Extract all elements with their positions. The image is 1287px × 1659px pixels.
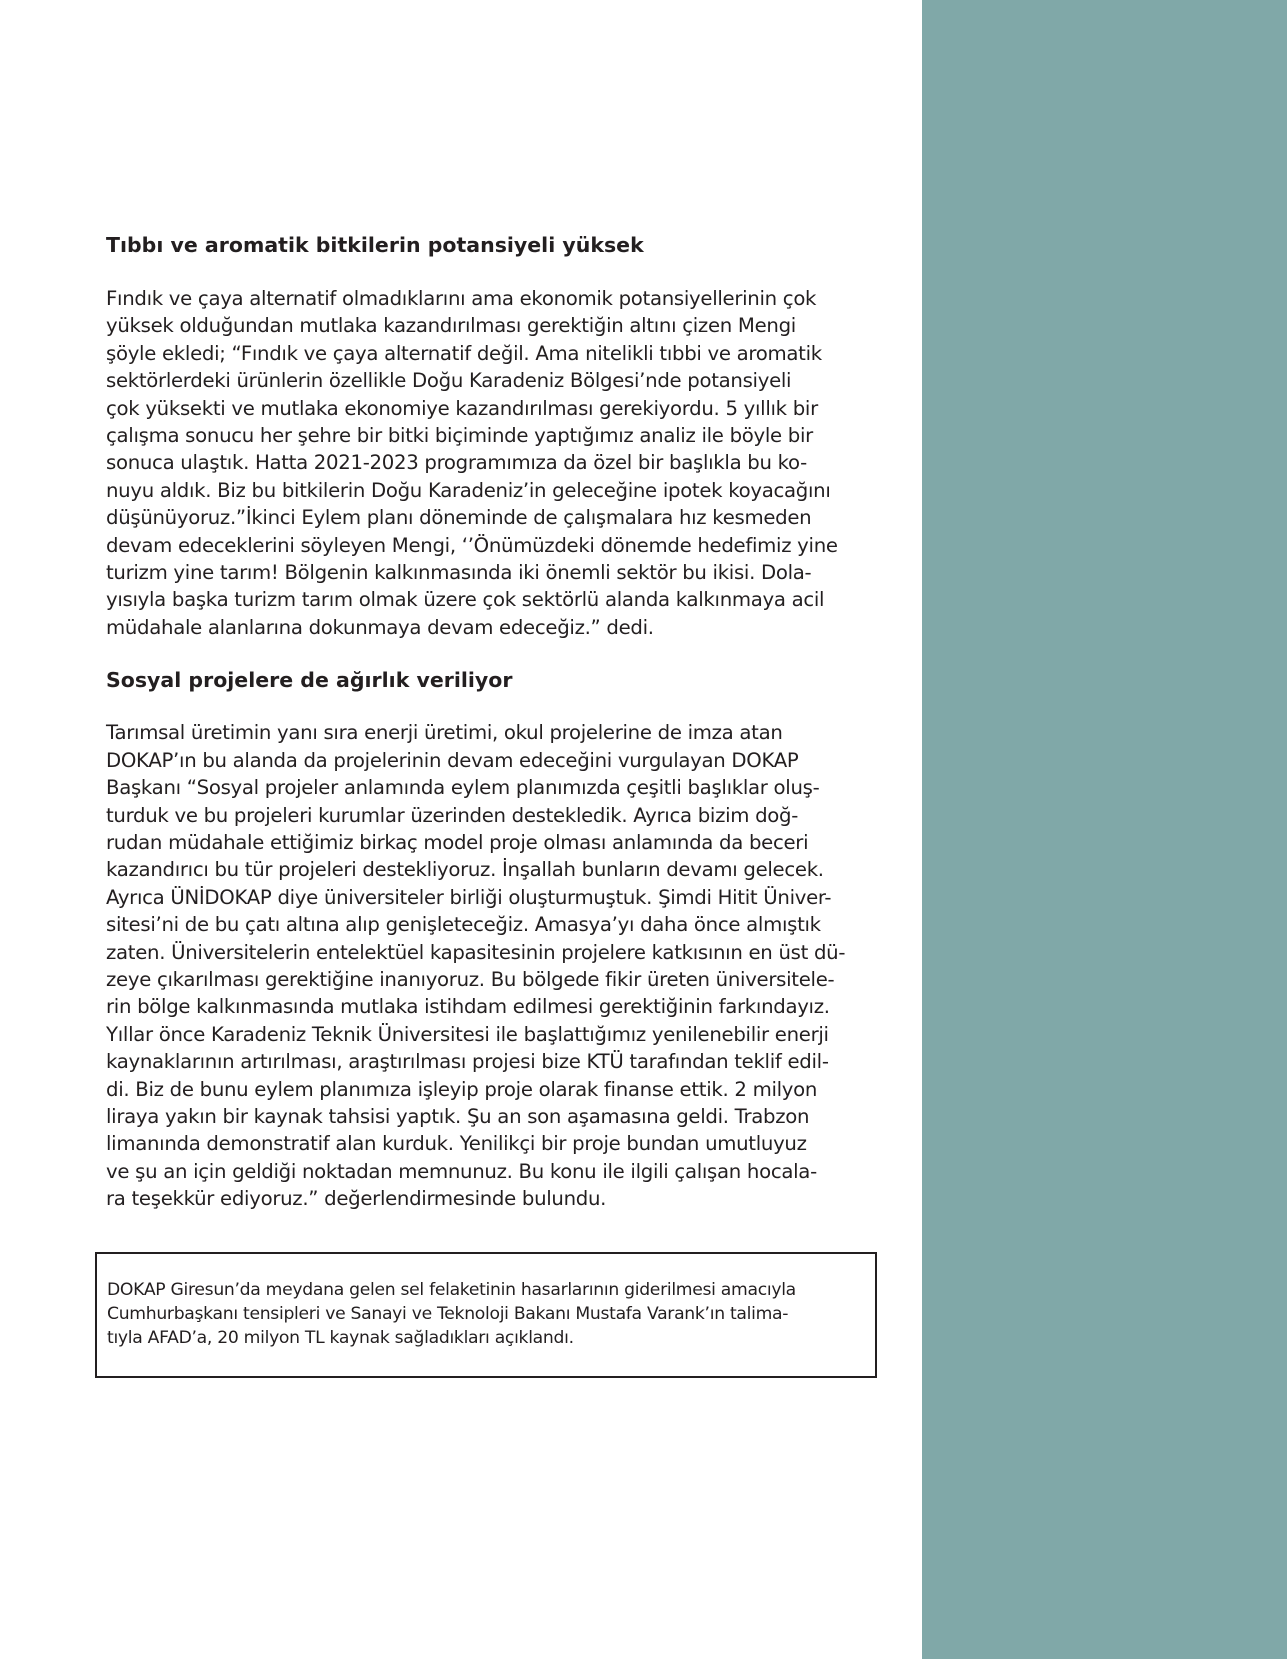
- callout-line: tıyla AFAD’a, 20 milyon TL kaynak sağladıkları açıklandı.: [107, 1328, 574, 1348]
- section-heading-social-projects: Sosyal projelere de ağırlık veriliyor: [106, 668, 513, 693]
- paragraph-social-projects: [106, 719, 876, 1212]
- text-line: şöyle ekledi; “Fındık ve çaya alternatif değil. Ama nitelikli tıbbi ve aromatik: [106, 341, 822, 365]
- callout-line: DOKAP Giresun’da meydana gelen sel felaketinin hasarlarının giderilmesi amacıyla: [107, 1280, 796, 1300]
- text-line: turduk ve bu projeleri kurumlar üzerinden destekledik. Ayrıca bizim doğ-: [106, 803, 799, 827]
- text-line: müdahale alanlarına dokunmaya devam edeceğiz.” dedi.: [106, 615, 654, 639]
- text-line: zaten. Üniversitelerin entelektüel kapasitesinin projelere katkısının en üst dü-: [106, 940, 846, 964]
- text-line: Yıllar önce Karadeniz Teknik Üniversitesi ile başlattığımız yenilenebilir enerji: [106, 1022, 829, 1046]
- callout-box: [95, 1252, 877, 1378]
- text-line: Tarımsal üretimin yanı sıra enerji üretimi, okul projelerine de imza atan: [106, 721, 783, 745]
- text-line: rin bölge kalkınmasında mutlaka istihdam edilmesi gerektiğinin farkındayız.: [106, 995, 830, 1019]
- text-line: ve şu an için geldiği noktadan memnunuz. Bu konu ile ilgili çalışan hocala-: [106, 1159, 817, 1183]
- text-line: çalışma sonucu her şehre bir bitki biçiminde yaptığımız analiz ile böyle bir: [106, 424, 813, 448]
- text-line: rudan müdahale ettiğimiz birkaç model proje olması anlamında da beceri: [106, 830, 809, 854]
- text-line: yüksek olduğundan mutlaka kazandırılması gerektiğin altını çizen Mengi: [106, 314, 796, 338]
- text-line: sonuca ulaştık. Hatta 2021-2023 programımıza da özel bir başlıkla bu ko-: [106, 451, 807, 475]
- text-line: DOKAP’ın bu alanda da projelerinin devam edeceğini vurgulayan DOKAP: [106, 748, 799, 772]
- text-line: ra teşekkür ediyoruz.” değerlendirmesinde bulundu.: [106, 1187, 607, 1211]
- side-color-band: [922, 0, 1287, 1659]
- text-line: sektörlerdeki ürünlerin özellikle Doğu Karadeniz Bölgesi’nde potansiyeli: [106, 369, 792, 393]
- text-line: zeye çıkarılması gerektiğine inanıyoruz. Bu bölgede fikir üreten üniversitele-: [106, 967, 835, 991]
- text-line: Başkanı “Sosyal projeler anlamında eylem planımızda çeşitli başlıklar oluş-: [106, 776, 820, 800]
- section-heading-medicinal-plants: Tıbbı ve aromatik bitkilerin potansiyeli yüksek: [106, 233, 644, 257]
- text-line: Fındık ve çaya alternatif olmadıklarını ama ekonomik potansiyellerinin çok: [106, 287, 817, 310]
- text-line: kaynaklarının artırılması, araştırılması projesi bize KTÜ tarafından teklif edil-: [106, 1050, 829, 1074]
- text-line: sitesi’ni de bu çatı altına alıp genişleteceğiz. Amasya’yı daha önce almıştık: [106, 913, 821, 937]
- text-line: çok yüksekti ve mutlaka ekonomiye kazandırılması gerekiyordu. 5 yıllık bir: [106, 396, 818, 420]
- callout-line: Cumhurbaşkanı tensipleri ve Sanayi ve Teknoloji Bakanı Mustafa Varank’ın talima-: [107, 1304, 789, 1324]
- article-body: [106, 230, 876, 1213]
- text-line: di. Biz de bunu eylem planımıza işleyip proje olarak finanse ettik. 2 milyon: [106, 1077, 818, 1101]
- text-line: yısıyla başka turizm tarım olmak üzere çok sektörlü alanda kalkınmaya acil: [106, 588, 825, 612]
- text-line: liraya yakın bir kaynak tahsisi yaptık. Şu an son aşamasına geldi. Trabzon: [106, 1104, 810, 1128]
- text-line: Ayrıca ÜNİDOKAP diye üniversiteler birliği oluşturmuştuk. Şimdi Hitit Üniver-: [106, 885, 832, 909]
- paragraph-medicinal-plants: [106, 285, 876, 641]
- text-line: devam edeceklerini söyleyen Mengi, ‘’Önümüzdeki dönemde hedefimiz yine: [106, 533, 838, 557]
- callout-text: [107, 1278, 796, 1350]
- text-line: turizm yine tarım! Bölgenin kalkınmasında iki önemli sektör bu ikisi. Dola-: [106, 561, 812, 585]
- text-line: limanında demonstratif alan kurduk. Yenilikçi bir proje bundan umutluyuz: [106, 1132, 807, 1156]
- text-line: nuyu aldık. Biz bu bitkilerin Doğu Karadeniz’in geleceğine ipotek koyacağını: [106, 478, 831, 502]
- text-line: düşünüyoruz.”İkinci Eylem planı döneminde de çalışmalara hız kesmeden: [106, 506, 812, 530]
- text-line: kazandırıcı bu tür projeleri destekliyoruz. İnşallah bunların devamı gelecek.: [106, 858, 824, 882]
